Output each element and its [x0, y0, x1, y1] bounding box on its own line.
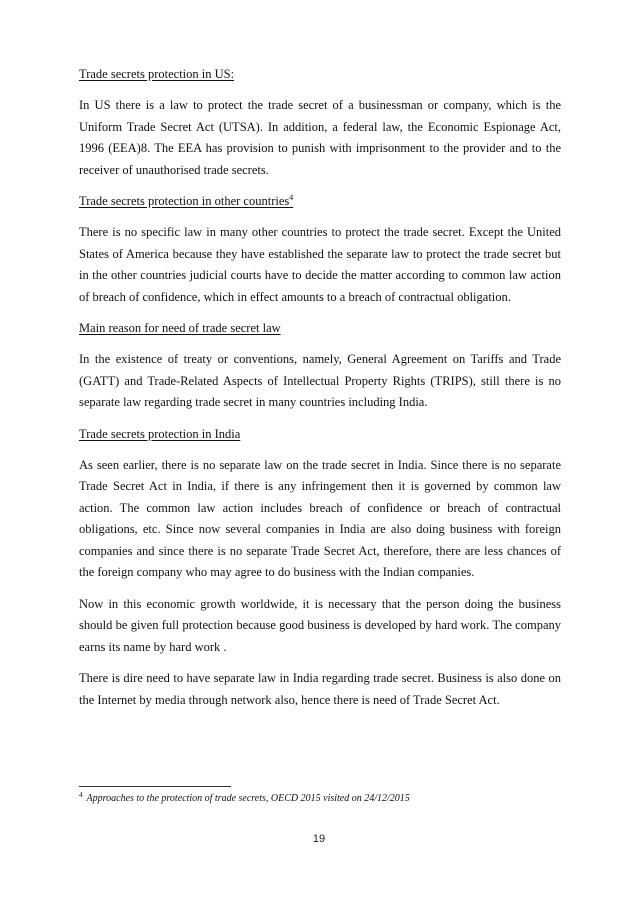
section-heading-text: Main reason for need of trade secret law: [79, 321, 281, 335]
section-heading-us: [79, 64, 561, 85]
section-heading-main-reason: [79, 318, 561, 339]
section-heading-india: [79, 424, 561, 445]
section-heading-other-countries: [79, 191, 561, 212]
section-heading-text: Trade secrets protection in US:: [79, 67, 235, 81]
paragraph-india-1: As seen earlier, there is no separate law on the trade secret in India. Since there is no separate Trade Secret Act in India, if there is any infringement then it is governed by common law action. The common law action includes breach of confidence or breach of contractual obligations, etc. Since now several companies in India are also doing business with foreign companies and since there is no separate Trade Secret Act, therefore, there are less chances of the foreign company who may agree to do business with the Indian companies.: [79, 457, 561, 579]
footnote-number: 4: [79, 790, 83, 799]
footnote-separator: [79, 786, 231, 787]
page-number: 19: [312, 833, 326, 845]
paragraph-india-2: Now in this economic growth worldwide, it is necessary that the person doing the business should be given full protection because good business is developed by hard work. The company earns its name by hard work .: [79, 596, 561, 654]
paragraph-main-reason: In the existence of treaty or conventions, namely, General Agreement on Tariffs and Trade (GATT) and Trade-Related Aspects of Intellectual Property Rights (TRIPS), still there is no separate law regarding trade secret in many countries including India.: [79, 352, 561, 409]
section-heading-text: Trade secrets protection in India: [79, 426, 241, 441]
paragraph-india-3: There is dire need to have separate law in India regarding trade secret. Business is also done on the Internet by media through network also, hence there is need of Trade Secret Act.: [79, 671, 561, 707]
paragraph-other-countries: There is no specific law in many other countries to protect the trade secret. Except the United States of America because they have established the separate law to protect the trade secret but in the other countries judicial courts have to decide the matter according to common law action of breach of confidence, which in effect amounts to a breach of contractual obligation.: [79, 225, 561, 304]
paragraph-us-law: In US there is a law to protect the trade secret of a businessman or company, which is the Uniform Trade Secret Act (UTSA). In addition, a federal law, the Economic Espionage Act, 1996 (EEA)8. The EEA has provision to punish with imprisonment to the provider and to the receiver of unauthorised trade secrets.: [79, 98, 561, 177]
footnote-text: Approaches to the protection of trade secrets, OECD 2015 visited on 24/12/2015: [86, 793, 410, 804]
section-heading-text: Trade secrets protection in other countries: [79, 194, 290, 208]
footnote: [79, 792, 561, 806]
footnote-reference: 4: [289, 192, 294, 202]
document-body: [79, 64, 561, 721]
